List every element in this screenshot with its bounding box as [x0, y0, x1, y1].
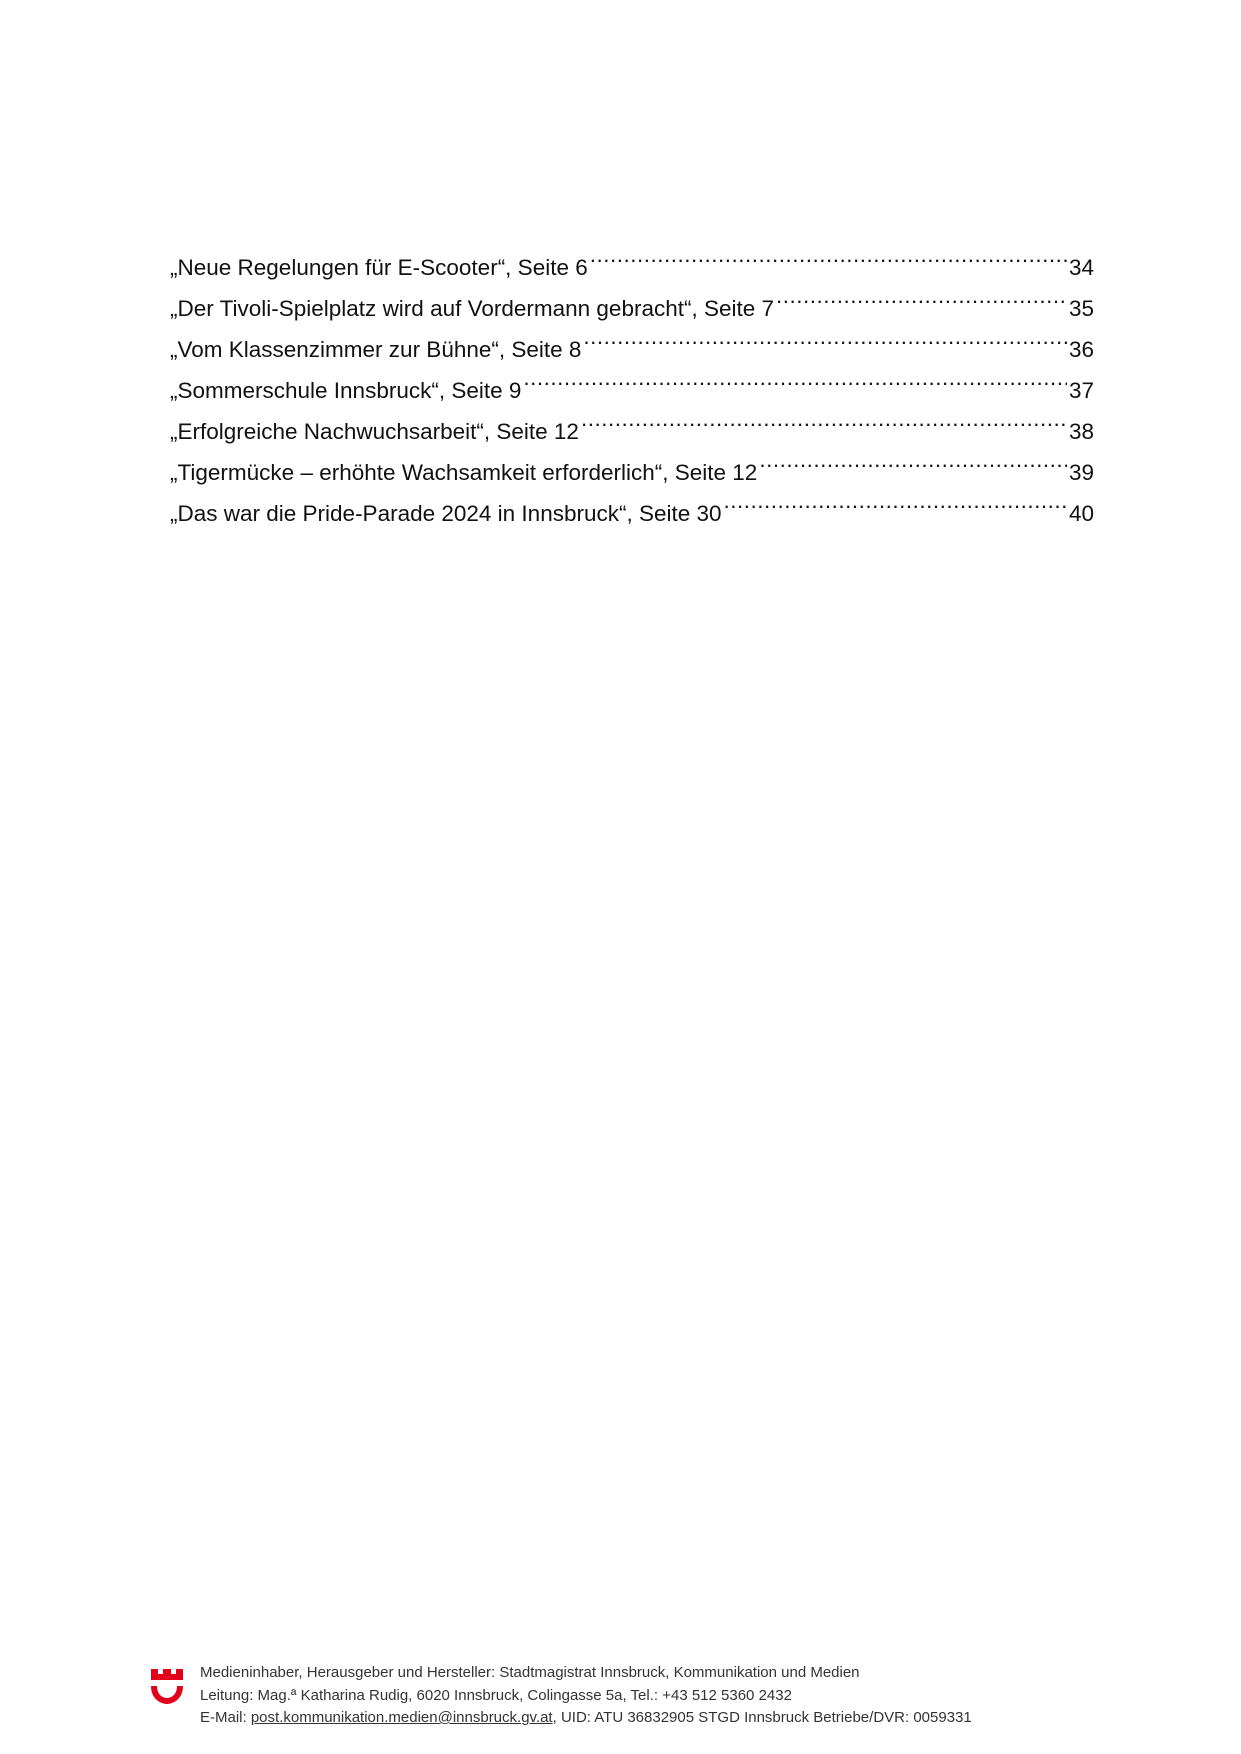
- toc-entry-page: 36: [1068, 337, 1094, 362]
- page-footer: [150, 1662, 1090, 1732]
- footer-email-link[interactable]: post.kommunikation.medien@innsbruck.gv.at: [250, 1709, 553, 1726]
- toc-leader-dots: [759, 439, 1067, 480]
- footer-imprint: [200, 1662, 972, 1730]
- toc-leader-dots: [583, 316, 1067, 357]
- toc-leader-dots: [590, 234, 1067, 275]
- toc-entry-page: 35: [1068, 296, 1094, 321]
- toc-entry-page: 38: [1068, 419, 1094, 444]
- toc-entry-title: „Der Tivoli-Spielplatz wird auf Vordermann gebracht“, Seite 7: [170, 296, 775, 321]
- footer-line-management: Leitung: Mag.ª Katharina Rudig, 6020 Innsbruck, Colingasse 5a, Tel.: +43 512 5360 2432: [200, 1686, 792, 1704]
- toc-entry-page: 39: [1068, 460, 1094, 485]
- toc-entry-page: 40: [1068, 501, 1094, 526]
- toc-entry-title: „Vom Klassenzimmer zur Bühne“, Seite 8: [170, 337, 582, 362]
- toc-leader-dots: [776, 275, 1067, 316]
- toc-leader-dots: [724, 480, 1067, 521]
- toc-entry[interactable]: [170, 234, 1094, 280]
- toc-entry-page: 37: [1068, 378, 1094, 403]
- toc-entry-title: „Das war die Pride-Parade 2024 in Innsbruck“, Seite 30: [170, 501, 722, 526]
- footer-line-contact: [200, 1707, 972, 1730]
- toc-entry-title: „Tigermücke – erhöhte Wachsamkeit erforderlich“, Seite 12: [170, 460, 758, 485]
- footer-email-label: E-Mail:: [200, 1709, 251, 1726]
- footer-line-publisher: Medieninhaber, Herausgeber und Hersteller: Stadtmagistrat Innsbruck, Kommunikation und Medien: [200, 1664, 860, 1681]
- footer-registration: , UID: ATU 36832905 STGD Innsbruck Betriebe/DVR: 0059331: [552, 1709, 972, 1726]
- innsbruck-logo-icon: [150, 1666, 184, 1706]
- toc-entry-title: „Neue Regelungen für E-Scooter“, Seite 6: [170, 255, 588, 280]
- toc-entry-title: „Sommerschule Innsbruck“, Seite 9: [170, 378, 522, 403]
- toc-leader-dots: [581, 398, 1067, 439]
- toc-entry-page: 34: [1068, 255, 1094, 280]
- toc-entry-title: „Erfolgreiche Nachwuchsarbeit“, Seite 12: [170, 419, 579, 444]
- toc-leader-dots: [523, 357, 1067, 398]
- table-of-contents: [170, 234, 1094, 526]
